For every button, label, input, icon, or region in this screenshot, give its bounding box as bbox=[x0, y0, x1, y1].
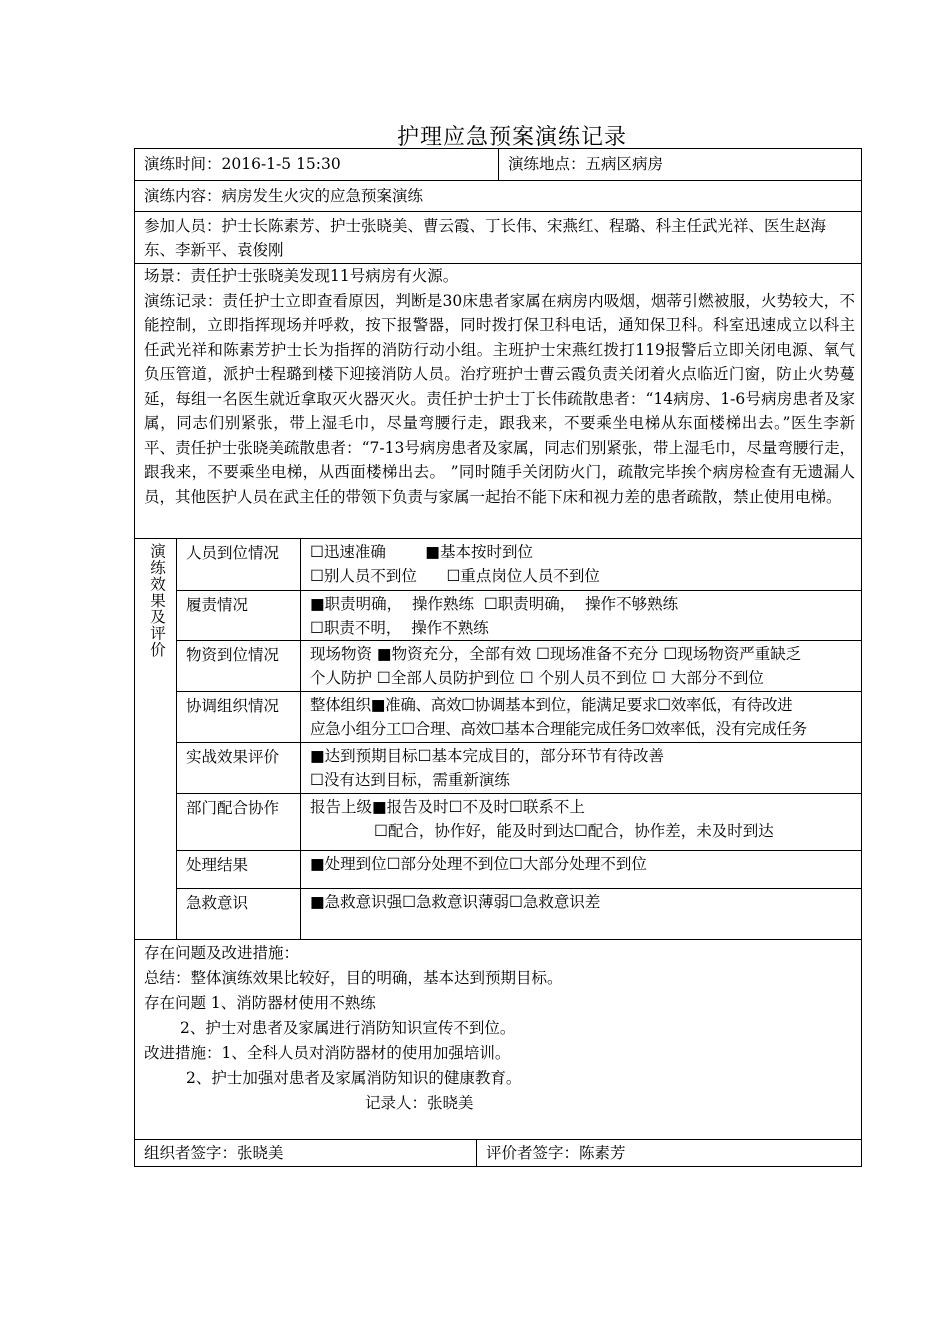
drill-record-table bbox=[134, 148, 862, 1167]
evaluator-signature: 评价者签字：陈素芳 bbox=[486, 1144, 626, 1162]
measure-2: 2、护士加强对患者及家属消防知识的健康教育。 bbox=[186, 1069, 522, 1087]
eval-row-options bbox=[301, 692, 861, 742]
eval-row-name: 履责情况 bbox=[177, 591, 301, 640]
eval-row-duty bbox=[177, 591, 861, 641]
time-location-row bbox=[135, 149, 861, 181]
eval-option-line: ☐没有达到目标，需重新演练 bbox=[310, 771, 510, 789]
eval-option-line: ■急救意识强☐急救意识薄弱☐急救意识差 bbox=[310, 893, 601, 911]
eval-row-cooperation bbox=[177, 794, 861, 851]
scene-row bbox=[135, 264, 861, 539]
content-row bbox=[135, 181, 861, 212]
drill-content: 演练内容：病房发生火灾的应急预案演练 bbox=[144, 187, 424, 205]
eval-option-line: ☐迅速准确 ■基本按时到位 bbox=[310, 543, 533, 561]
eval-row-name: 实战效果评价 bbox=[177, 743, 301, 793]
issue-1: 存在问题 1、消防器材使用不熟练 bbox=[144, 994, 376, 1012]
eval-option-line: 应急小组分工☐合理、高效☐基本合理能完成任务☐效率低，没有完成任务 bbox=[310, 720, 807, 738]
eval-row-materials bbox=[177, 641, 861, 692]
drill-location: 演练地点：五病区病房 bbox=[508, 155, 664, 173]
eval-row-options bbox=[301, 889, 861, 939]
eval-option-line: ■职责明确， 操作熟练 ☐职责明确， 操作不够熟练 bbox=[310, 595, 679, 613]
record-text: 演练记录：责任护士立即查看原因，判断是30床患者家属在病房内吸烟，烟蒂引燃被服，火势较大，不能控制，立即指挥现场并呼救，按下报警器，同时拨打保卫科电话，通知保卫科。科室迅速成立以科主任武光祥和陈素芳护士长为指挥的消防行动小组。主班护士宋燕红拨打119报警后立即关闭电源、氧气负压管道，派护士程璐到楼下迎接消防人员。治疗班护士曹云霞负责关闭着火点临近门窗，防止火势蔓延，每组一名医生就近拿取灭火器灭火。责任护士护士丁长伟疏散患者：“14病房、1-6号病房患者及家属，同志们别紧张，带上湿毛巾，尽量弯腰行走，跟我来，不要乘坐电梯从东面楼梯出去。”医生李新平、责任护士张晓美疏散患者：“7-13号病房患者及家属，同志们别紧张，带上湿毛巾，尽量弯腰行走，跟我来，不要乘坐电梯，从西面楼梯出去。 ”同时随手关闭防火门，疏散完毕挨个病房检查有无遗漏人员，其他医护人员在武主任的带领下负责与家属一起抬不能下床和视力差的患者疏散，禁止使用电梯。 bbox=[144, 291, 855, 506]
participants-row bbox=[135, 212, 861, 264]
eval-option-line: ■达到预期目标☐基本完成目的，部分环节有待改善 bbox=[310, 747, 665, 765]
eval-row-name: 处理结果 bbox=[177, 851, 301, 888]
eval-row-name: 物资到位情况 bbox=[177, 641, 301, 691]
measure-1: 改进措施：1、全科人员对消防器材的使用加强培训。 bbox=[144, 1044, 511, 1062]
evaluation-section bbox=[135, 539, 861, 940]
eval-option-line: 报告上级■报告及时☐不及时☐联系不上 bbox=[310, 798, 585, 816]
eval-row-options bbox=[301, 851, 861, 888]
issues-block bbox=[135, 940, 861, 1139]
eval-row-coordination bbox=[177, 692, 861, 743]
eval-row-options bbox=[301, 641, 861, 691]
issues-heading: 存在问题及改进措施： bbox=[144, 944, 300, 962]
eval-option-line: 整体组织■准确、高效☐协调基本到位，能满足要求☐效率低，有待改进 bbox=[310, 696, 793, 714]
eval-row-options bbox=[301, 539, 861, 590]
evaluation-rows bbox=[177, 539, 861, 939]
eval-row-effect bbox=[177, 743, 861, 794]
eval-option-line: ☐别人员不到位 ☐重点岗位人员不到位 bbox=[310, 567, 600, 585]
recorder: 记录人：张晓美 bbox=[365, 1094, 474, 1112]
participants: 参加人员：护士长陈素芳、护士张晓美、曹云霞、丁长伟、宋燕红、程璐、科主任武光祥、医生赵海东、李新平、袁俊刚 bbox=[144, 217, 827, 259]
evaluation-label: 演练效果及评价 bbox=[135, 539, 177, 939]
eval-row-options bbox=[301, 743, 861, 793]
document-title: 护理应急预案演练记录 bbox=[396, 125, 627, 150]
issues-summary: 总结：整体演练效果比较好，目的明确，基本达到预期目标。 bbox=[144, 969, 563, 987]
eval-option-line: ☐职责不明， 操作不熟练 bbox=[310, 619, 489, 637]
eval-row-name: 部门配合协作 bbox=[177, 794, 301, 850]
eval-option-line: 个人防护 ☐全部人员防护到位 ☐ 个别人员不到位 ☐ 大部分不到位 bbox=[310, 669, 764, 687]
issues-row bbox=[135, 940, 861, 1140]
eval-row-options bbox=[301, 591, 861, 640]
eval-row-firstaid bbox=[177, 889, 861, 939]
eval-row-result bbox=[177, 851, 861, 889]
eval-option-line: ☐配合，协作好，能及时到达☐配合，协作差，未及时到达 bbox=[374, 822, 774, 840]
scene-block bbox=[135, 264, 861, 538]
eval-row-options bbox=[301, 794, 861, 850]
eval-row-personnel bbox=[177, 539, 861, 591]
issue-2: 2、护士对患者及家属进行消防知识宣传不到位。 bbox=[180, 1019, 516, 1037]
eval-option-line: ■处理到位☐部分处理不到位☐大部分处理不到位 bbox=[310, 855, 647, 873]
eval-option-line: 现场物资 ■物资充分，全部有效 ☐现场准备不充分 ☐现场物资严重缺乏 bbox=[310, 645, 802, 663]
scene-text: 场景：责任护士张晓美发现11号病房有火源。 bbox=[144, 267, 459, 285]
eval-row-name: 人员到位情况 bbox=[177, 539, 301, 590]
eval-row-name: 急救意识 bbox=[177, 889, 301, 939]
organizer-signature: 组织者签字：张晓美 bbox=[135, 1140, 477, 1166]
signature-row bbox=[135, 1140, 861, 1166]
eval-row-name: 协调组织情况 bbox=[177, 692, 301, 742]
drill-time: 演练时间：2016-1-5 15:30 bbox=[135, 149, 499, 180]
